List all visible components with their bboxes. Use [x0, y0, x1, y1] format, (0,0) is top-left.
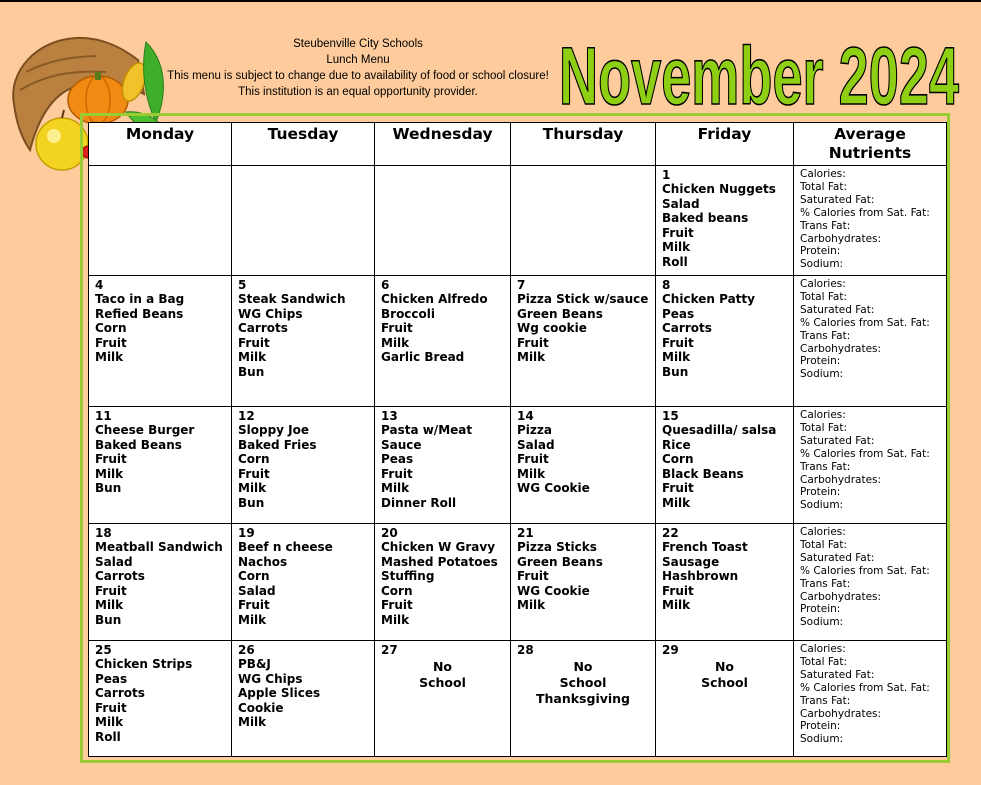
day-number: 1: [662, 168, 671, 182]
menu-item: Milk: [381, 612, 410, 627]
menu-item: Fruit: [381, 598, 413, 613]
day-number: 8: [662, 278, 671, 292]
menu-item: Meatball Sandwich: [95, 540, 223, 554]
menu-item: Bun: [662, 364, 689, 379]
day-number: 29: [662, 643, 679, 657]
nutrient-label: Total Fat:: [800, 421, 848, 434]
day-cell-friday: [656, 276, 794, 407]
menu-item: Quesadilla/ salsa: [662, 423, 777, 437]
menu-item: Fruit: [95, 583, 127, 598]
menu-item: Peas: [662, 306, 695, 321]
day-cell-wednesday: [375, 166, 511, 276]
menu-item: Peas: [381, 452, 414, 467]
day-cell-tuesday: [232, 276, 375, 407]
nutrient-label: Sodium:: [800, 733, 844, 746]
day-cell-monday: [89, 276, 232, 407]
nutrient-label: Protein:: [800, 355, 841, 368]
calendar-header-row: [89, 123, 947, 166]
day-number: 14: [517, 409, 534, 423]
menu-item: Roll: [95, 729, 121, 744]
menu-item: Corn: [238, 452, 270, 467]
nutrient-label: Saturated Fat:: [800, 668, 875, 681]
menu-item: Mashed Potatoes: [381, 554, 498, 569]
day-number: 5: [238, 278, 247, 292]
day-number: 6: [381, 278, 390, 292]
nutrient-label: Carbohydrates:: [800, 473, 882, 486]
nutrient-label: Saturated Fat:: [800, 303, 875, 316]
menu-item: Rice: [662, 437, 691, 452]
nutrient-label: Trans Fat:: [800, 329, 851, 342]
day-cell-friday: [656, 524, 794, 641]
nutrient-label: Calories:: [800, 168, 846, 180]
menu-item: Sauce: [381, 437, 422, 452]
day-cell-friday: [656, 166, 794, 276]
menu-item: Sausage: [662, 554, 720, 569]
day-cell-thursday: [511, 407, 656, 524]
nutrient-cell: [794, 407, 947, 524]
nutrient-label: Carbohydrates:: [800, 590, 882, 603]
day-cell-tuesday: [232, 524, 375, 641]
menu-item: Fruit: [381, 466, 413, 481]
menu-item: PB&J: [238, 657, 271, 671]
menu-item: Milk: [381, 335, 410, 350]
nutrient-cell: [794, 524, 947, 641]
day-number: 18: [95, 526, 112, 540]
day-number: 12: [238, 409, 255, 423]
week-row: [89, 407, 947, 524]
nutrient-label: % Calories from Sat. Fat:: [800, 681, 930, 694]
menu-item: Carrots: [95, 569, 145, 584]
nutrient-label: Total Fat:: [800, 538, 848, 551]
menu-item: French Toast: [662, 540, 748, 554]
nutrient-label: Trans Fat:: [800, 694, 851, 707]
day-number: 21: [517, 526, 534, 540]
header-average-nutrients: Average Nutrients: [794, 123, 947, 166]
menu-item: Steak Sandwich: [238, 292, 346, 306]
nutrient-label: Saturated Fat:: [800, 551, 875, 564]
menu-item: Cheese Burger: [95, 423, 195, 437]
header-wednesday: Wednesday: [375, 123, 511, 166]
nutrient-label: Carbohydrates:: [800, 342, 882, 355]
menu-item: Refied Beans: [95, 306, 184, 321]
menu-item: Hashbrown: [662, 569, 739, 584]
menu-item: Baked beans: [662, 211, 749, 226]
day-cell-monday: [89, 407, 232, 524]
nutrient-label: Total Fat:: [800, 180, 848, 193]
header-notice: [160, 36, 556, 100]
menu-item: Fruit: [381, 321, 413, 336]
nutrient-label: Sodium:: [800, 499, 844, 512]
menu-item: Milk: [662, 495, 691, 510]
header-monday: Monday: [89, 123, 232, 166]
nutrient-label: Sodium:: [800, 616, 844, 629]
menu-item: WG Chips: [238, 671, 303, 686]
nutrient-label: Saturated Fat:: [800, 193, 875, 206]
menu-item: Milk: [381, 481, 410, 496]
menu-item: Corn: [381, 583, 413, 598]
day-cell-tuesday: [232, 407, 375, 524]
menu-item: Milk: [95, 466, 124, 481]
day-cell-monday: [89, 641, 232, 757]
week-row: [89, 166, 947, 276]
menu-item: Milk: [238, 612, 267, 627]
nutrient-label: Carbohydrates:: [800, 232, 882, 245]
equal-opportunity-notice: This institution is an equal opportunity provider.: [238, 86, 478, 98]
week-row: [89, 641, 947, 757]
week-row: [89, 276, 947, 407]
no-school-line: No: [432, 659, 453, 674]
day-cell-thursday: [511, 641, 656, 757]
menu-item: Milk: [238, 481, 267, 496]
menu-item: Sloppy Joe: [238, 423, 310, 437]
day-cell-tuesday: [232, 166, 375, 276]
nutrient-label: % Calories from Sat. Fat:: [800, 564, 930, 577]
menu-item: Nachos: [238, 554, 288, 569]
nutrient-label: Total Fat:: [800, 290, 848, 303]
day-number: 4: [95, 278, 104, 292]
nutrient-label: Calories:: [800, 526, 846, 538]
nutrient-label: Calories:: [800, 278, 846, 290]
day-cell-friday: [656, 407, 794, 524]
month-title: [555, 20, 965, 112]
menu-item: Taco in a Bag: [95, 292, 185, 306]
menu-item: Peas: [95, 671, 128, 686]
menu-item: Fruit: [238, 598, 270, 613]
menu-item: Salad: [238, 583, 276, 598]
menu-item: Chicken Patty: [662, 292, 755, 306]
menu-item: Broccoli: [381, 306, 436, 321]
menu-item: Pizza Sticks: [517, 540, 597, 554]
day-cell-thursday: [511, 276, 656, 407]
menu-item: Garlic Bread: [381, 350, 465, 365]
menu-item: Fruit: [95, 335, 127, 350]
menu-item: Fruit: [662, 225, 694, 240]
menu-item: Pizza: [517, 423, 552, 437]
month-title-text: November 2024: [559, 31, 960, 112]
menu-item: Carrots: [662, 321, 712, 336]
menu-item: Milk: [662, 350, 691, 365]
menu-disclaimer: This menu is subject to change due to availability of food or school closure!: [167, 70, 549, 82]
menu-item: Black Beans: [662, 466, 744, 481]
day-number: 22: [662, 526, 679, 540]
day-number: 19: [238, 526, 255, 540]
menu-item: Apple Slices: [238, 686, 321, 701]
menu-item: Fruit: [238, 335, 270, 350]
menu-item: Fruit: [662, 481, 694, 496]
no-school-notice: [662, 659, 787, 691]
nutrient-label: Trans Fat:: [800, 460, 851, 473]
day-cell-friday: [656, 641, 794, 757]
menu-item: Green Beans: [517, 306, 603, 321]
no-school-line: School: [559, 675, 607, 690]
menu-item: Milk: [238, 715, 267, 730]
day-number: 28: [517, 643, 534, 657]
nutrient-cell: [794, 276, 947, 407]
menu-item: Milk: [517, 466, 546, 481]
day-number: 11: [95, 409, 112, 423]
school-name: Steubenville City Schools: [293, 38, 423, 50]
menu-item: WG Cookie: [517, 583, 590, 598]
menu-item: Green Beans: [517, 554, 603, 569]
menu-item: Fruit: [238, 466, 270, 481]
menu-item: Corn: [238, 569, 270, 584]
menu-item: Carrots: [95, 686, 145, 701]
menu-item: Milk: [662, 240, 691, 255]
menu-item: Pasta w/Meat: [381, 423, 473, 437]
day-number: 15: [662, 409, 679, 423]
menu-item: WG Chips: [238, 306, 303, 321]
no-school-line: Thanksgiving: [535, 691, 631, 706]
day-cell-thursday: [511, 166, 656, 276]
menu-item: Cookie: [238, 700, 284, 715]
menu-item: Bun: [95, 481, 122, 496]
menu-item: Roll: [662, 254, 688, 269]
nutrient-label: Protein:: [800, 603, 841, 616]
menu-item: Bun: [238, 364, 265, 379]
menu-item: Milk: [662, 598, 691, 613]
nutrient-label: % Calories from Sat. Fat:: [800, 316, 930, 329]
nutrient-cell: [794, 641, 947, 757]
menu-item: Chicken Nuggets: [662, 182, 776, 196]
menu-item: Stuffing: [381, 569, 435, 584]
nutrient-label: Saturated Fat:: [800, 434, 875, 447]
nutrient-label: Calories:: [800, 643, 846, 655]
nutrient-label: Trans Fat:: [800, 577, 851, 590]
menu-item: Beef n cheese: [238, 540, 333, 554]
menu-item: Fruit: [517, 569, 549, 584]
nutrient-cell: [794, 166, 947, 276]
day-cell-tuesday: [232, 641, 375, 757]
menu-item: Wg cookie: [517, 321, 587, 336]
menu-item: Baked Beans: [95, 437, 182, 452]
menu-item: Salad: [95, 554, 133, 569]
menu-item: Corn: [95, 321, 127, 336]
nutrient-label: Sodium:: [800, 258, 844, 271]
day-cell-monday: [89, 166, 232, 276]
nutrient-label: Carbohydrates:: [800, 707, 882, 720]
day-number: 20: [381, 526, 398, 540]
day-number: 13: [381, 409, 398, 423]
menu-item: Salad: [662, 196, 700, 211]
menu-item: Milk: [238, 350, 267, 365]
lunch-calendar: [88, 122, 947, 757]
menu-item: Fruit: [95, 700, 127, 715]
menu-item: Milk: [95, 715, 124, 730]
menu-item: Milk: [95, 350, 124, 365]
header-friday: Friday: [656, 123, 794, 166]
nutrient-label: Trans Fat:: [800, 219, 851, 232]
menu-item: Pizza Stick w/sauce: [517, 292, 649, 306]
menu-item: Bun: [95, 612, 122, 627]
nutrient-label: % Calories from Sat. Fat:: [800, 447, 930, 460]
menu-item: Bun: [238, 495, 265, 510]
menu-item: Salad: [517, 437, 555, 452]
day-cell-monday: [89, 524, 232, 641]
menu-item: Fruit: [95, 452, 127, 467]
menu-item: Chicken Alfredo: [381, 292, 488, 306]
menu-item: Milk: [95, 598, 124, 613]
menu-item: Carrots: [238, 321, 288, 336]
week-row: [89, 524, 947, 641]
day-number: 26: [238, 643, 255, 657]
nutrient-label: Protein:: [800, 245, 841, 258]
nutrient-label: Protein:: [800, 720, 841, 733]
menu-item: Fruit: [517, 452, 549, 467]
menu-item: Milk: [517, 350, 546, 365]
nutrient-label: Protein:: [800, 486, 841, 499]
no-school-line: No: [714, 659, 735, 674]
menu-item: Fruit: [517, 335, 549, 350]
day-cell-wednesday: [375, 276, 511, 407]
no-school-notice: [517, 659, 649, 707]
day-cell-wednesday: [375, 524, 511, 641]
nutrient-label: Total Fat:: [800, 655, 848, 668]
menu-item: Fruit: [662, 583, 694, 598]
no-school-line: School: [419, 675, 466, 690]
menu-item: Baked Fries: [238, 437, 317, 452]
nutrient-label: Sodium:: [800, 368, 844, 381]
top-border-line: [0, 0, 981, 2]
header-thursday: Thursday: [511, 123, 656, 166]
nutrient-label: Calories:: [800, 409, 846, 421]
nutrient-label: % Calories from Sat. Fat:: [800, 206, 930, 219]
no-school-line: No: [573, 659, 593, 674]
menu-item: Corn: [662, 452, 694, 467]
no-school-line: School: [701, 675, 748, 690]
day-cell-wednesday: [375, 641, 511, 757]
day-cell-wednesday: [375, 407, 511, 524]
day-cell-thursday: [511, 524, 656, 641]
day-number: 7: [517, 278, 526, 292]
menu-item: Fruit: [662, 335, 694, 350]
day-number: 25: [95, 643, 112, 657]
menu-item: Milk: [517, 598, 546, 613]
menu-type: Lunch Menu: [326, 54, 390, 66]
menu-item: Dinner Roll: [381, 495, 457, 510]
no-school-notice: [381, 659, 504, 691]
menu-item: Chicken Strips: [95, 657, 193, 671]
header-tuesday: Tuesday: [232, 123, 375, 166]
day-number: 27: [381, 643, 398, 657]
menu-item: Chicken W Gravy: [381, 540, 496, 554]
menu-item: WG Cookie: [517, 481, 590, 496]
